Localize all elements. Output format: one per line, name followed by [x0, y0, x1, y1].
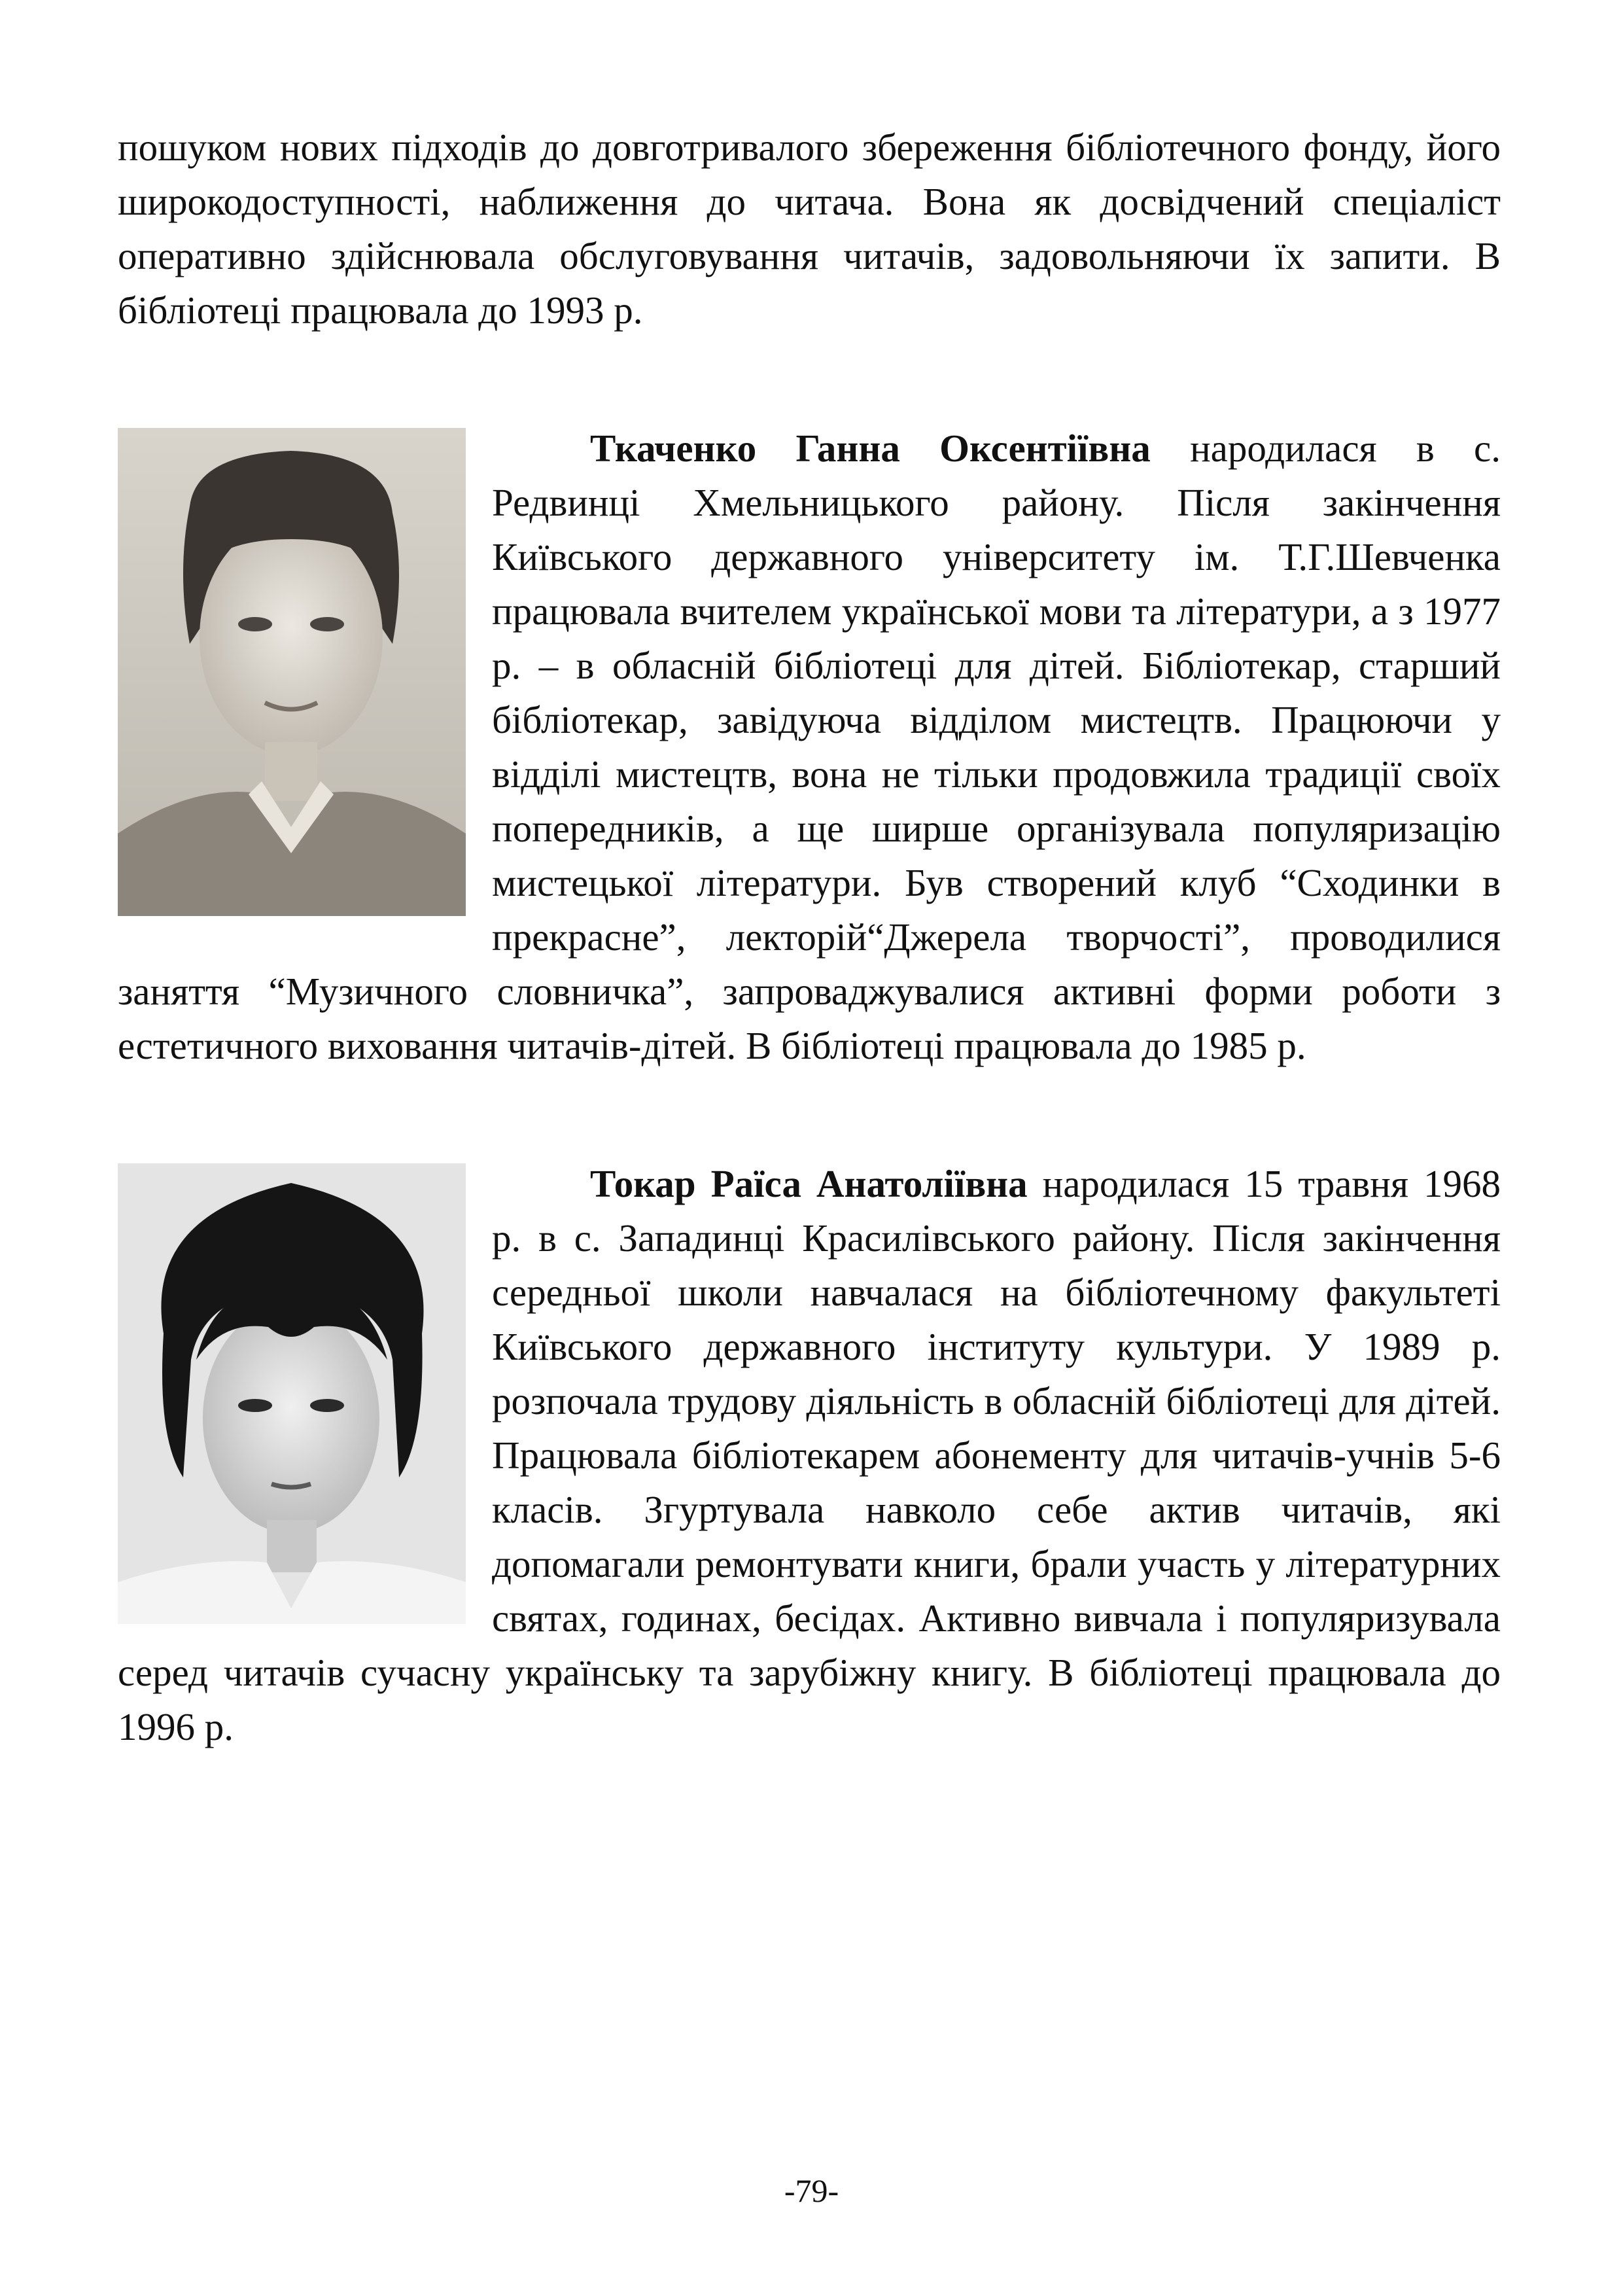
person-name: Токар Раїса Анатоліївна: [590, 1162, 1028, 1205]
entry-tkachenko: [118, 421, 1501, 1073]
portrait-photo: [118, 428, 466, 916]
person-name: Ткаченко Ганна Оксентіївна: [590, 427, 1151, 470]
intro-paragraph: пошуком нових підходів до довготривалого збереження бібліотечного фонду, його широкодоступності, наближення до читача. Вона як досвідчений спеціаліст оперативно здійснювала обслуговування читачів, задовольняючи їх запити. В бібліотеці працювала до 1993 р.: [118, 126, 1501, 332]
entry-text: народилася в с. Редвинці Хмельницького району. Після закінчення Київського державного університету ім. Т.Г.Шевченка працювала вчителем української мови та літератури, а з 1977 р. – в обласній бібліотеці для дітей. Бібліотекар, старший бібліотекар, завідуюча відділом мистецтв. Працюючи у відділі мистецтв, вона не тільки продовжила традиції своїх попередників, а ще ширше організувала популяризацію мистецької літератури. Був створений клуб “Сходинки в прекрасне”, лекторій“Джерела творчості”, проводилися заняття “Музичного словничка”, запроваджувалися активні форми роботи з естетичного виховання читачів-дітей. В бібліотеці працювала до 1985 р.: [118, 427, 1501, 1067]
portrait-photo: [118, 1163, 466, 1624]
text-column: [118, 120, 1501, 1754]
entry-tokar: [118, 1157, 1501, 1754]
entry-text: народилася 15 травня 1968 р. в с. Западинці Красилівського району. Після закінчення середньої школи навчалася на бібліотечному факультеті Київського державного інституту культури. У 1989 р. розпочала трудову діяльність в обласній бібліотеці для дітей. Працювала бібліотекарем абонементу для читачів-учнів 5-6 класів. Згуртувала навколо себе актив читачів, які допомагали ремонтувати книги, брали участь у літературних святах, годинах, бесідах. Активно вивчала і популяризувала серед читачів сучасну українську та зарубіжну книгу. В бібліотеці працювала до 1996 р.: [118, 1162, 1501, 1748]
page-number: -79-: [784, 2172, 839, 2209]
